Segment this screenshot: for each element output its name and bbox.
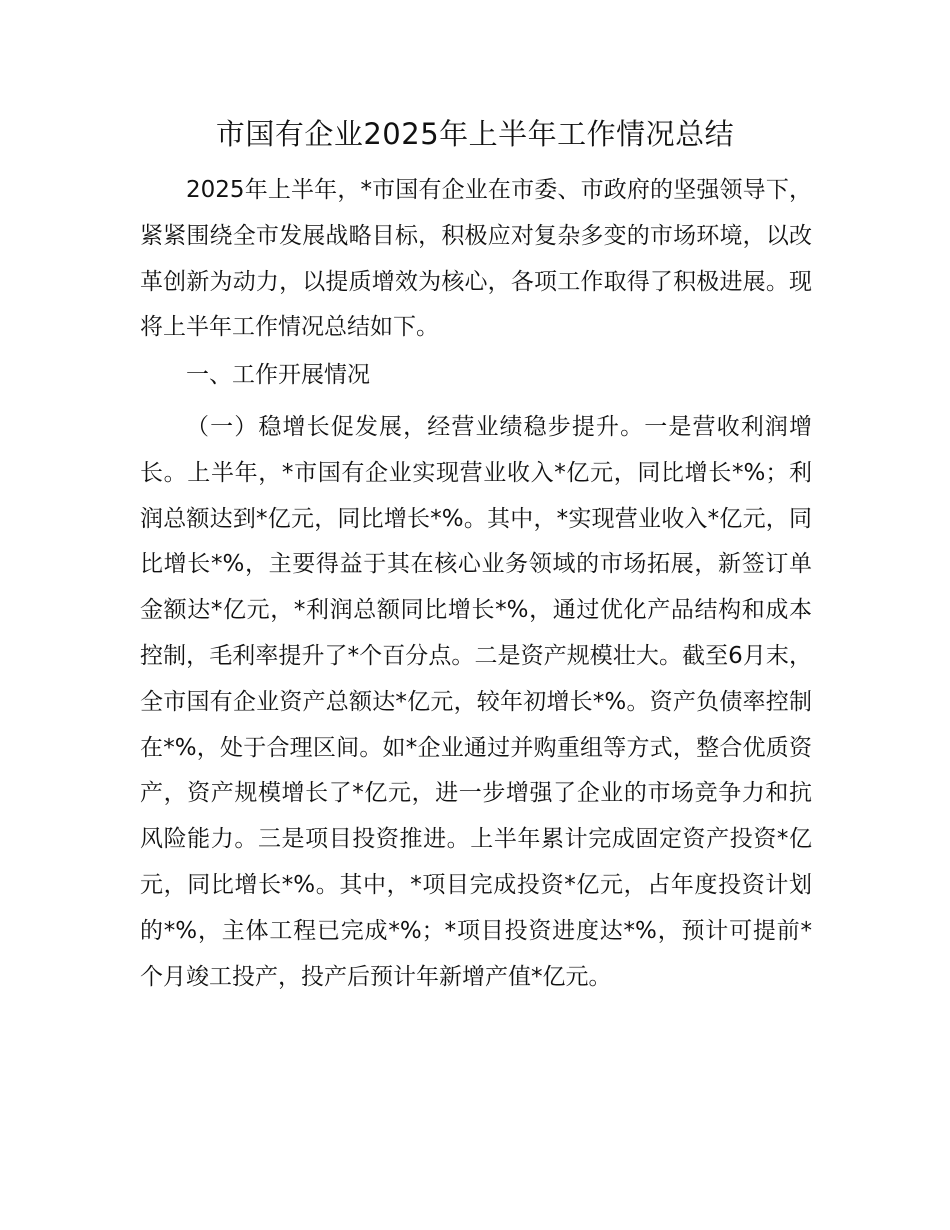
- section-heading: 一、工作开展情况: [186, 362, 370, 388]
- section-1-paragraph: （一）稳增长促发展，经营业绩稳步提升。一是营收利润增长。上半年，*市国有企业实现营业收入*亿元，同比增长*%；利润总额达到*亿元，同比增长*%。其中，*实现营业收入*亿元，同比增长*%，主要得益于其在核心业务领域的市场拓展，新签订单金额达*亿元，*利润总额同比增长*%，通过优化产品结构和成本控制，毛利率提升了*个百分点。二是资产规模壮大。截至6月末，全市国有企业资产总额达*亿元，较年初增长*%。资产负债率控制在*%，处于合理区间。如*企业通过并购重组等方式，整合优质资产，资产规模增长了*亿元，进一步增强了企业的市场竞争力和抗风险能力。三是项目投资推进。上半年累计完成固定资产投资*亿元，同比增长*%。其中，*项目完成投资*亿元，占年度投资计划的*%，主体工程已完成*%；*项目投资进度达*%，预计可提前*个月竣工投产，投产后预计年新增产值*亿元。: [140, 414, 812, 990]
- intro-paragraph: 2025年上半年，*市国有企业在市委、市政府的坚强领导下，紧紧围绕全市发展战略目标，积极应对复杂多变的市场环境，以改革创新为动力，以提质增效为核心，各项工作取得了积极进展。现将上半年工作情况总结如下。: [140, 177, 812, 341]
- document-title: 市国有企业2025年上半年工作情况总结: [215, 117, 735, 151]
